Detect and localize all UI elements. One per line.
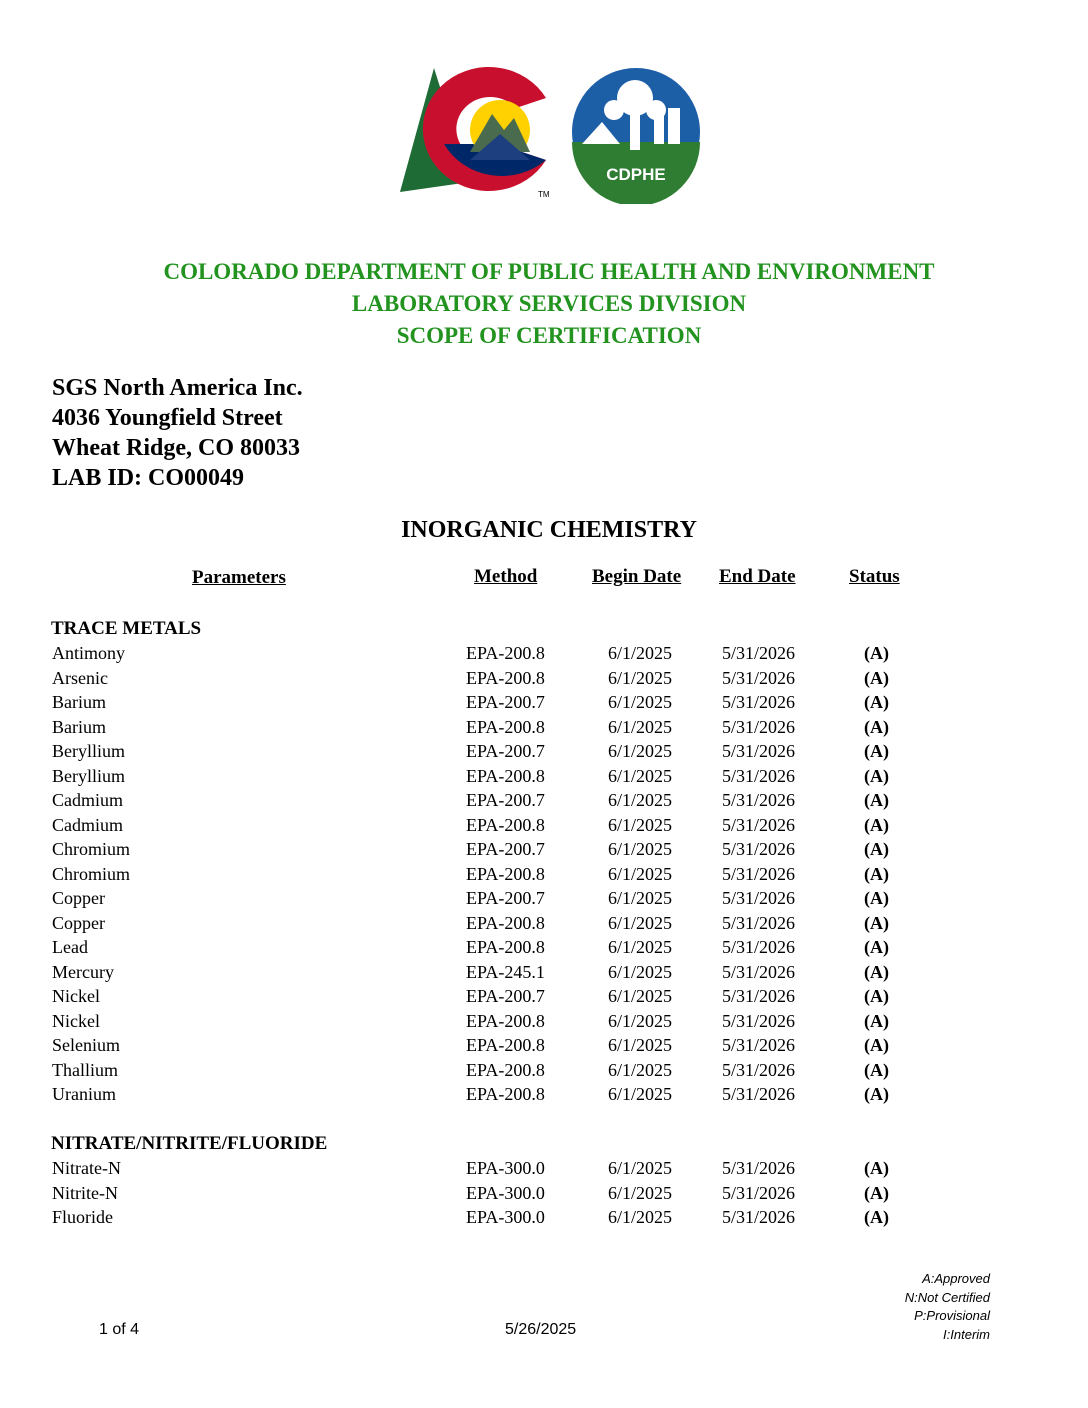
method-cell: EPA-200.8 <box>466 814 545 835</box>
parameter-cell: Cadmium <box>52 814 123 835</box>
footer-date: 5/26/2025 <box>505 1321 577 1338</box>
begin-date-cell: 6/1/2025 <box>608 716 673 737</box>
lab-id: LAB ID: CO00049 <box>52 465 245 491</box>
status-cell: (A) <box>864 986 889 1006</box>
legend-provisional: P:Provisional <box>914 1308 990 1323</box>
method-cell: EPA-200.8 <box>466 1035 545 1055</box>
table-row <box>0 1011 1088 1035</box>
status-cell: (A) <box>864 839 889 859</box>
table-row <box>0 717 1088 741</box>
logos <box>396 64 706 204</box>
table-row <box>0 692 1088 716</box>
parameter-cell: Arsenic <box>52 667 108 688</box>
table-row <box>0 766 1088 790</box>
table-row <box>0 668 1088 692</box>
status-cell: (A) <box>864 1084 889 1104</box>
parameter-cell: Beryllium <box>52 741 125 761</box>
group-title: NITRATE/NITRITE/FLUORIDE <box>51 1133 328 1154</box>
parameter-cell: Cadmium <box>52 790 123 810</box>
parameter-cell: Uranium <box>52 1084 116 1104</box>
method-cell: EPA-245.1 <box>466 961 545 982</box>
parameter-cell: Chromium <box>52 863 131 884</box>
parameter-cell: Nickel <box>52 986 100 1006</box>
parameter-cell: Nickel <box>52 1010 100 1031</box>
header-line-2: LABORATORY SERVICES DIVISION <box>351 291 747 316</box>
table-row <box>0 864 1088 888</box>
status-cell: (A) <box>864 765 889 786</box>
legend-approved: A:Approved <box>922 1271 990 1286</box>
end-date-cell: 5/31/2026 <box>722 863 796 884</box>
status-legend <box>905 1270 990 1344</box>
end-date-cell: 5/31/2026 <box>722 937 796 957</box>
method-cell: EPA-300.0 <box>466 1182 545 1203</box>
end-date-cell: 5/31/2026 <box>722 888 796 908</box>
parameter-cell: Copper <box>52 888 105 908</box>
table-row <box>0 888 1088 912</box>
table-row <box>0 962 1088 986</box>
table-row <box>0 790 1088 814</box>
begin-date-cell: 6/1/2025 <box>608 1084 673 1104</box>
parameter-cell: Copper <box>52 912 105 933</box>
lab-city: Wheat Ridge, CO 80033 <box>52 435 300 461</box>
lab-street: 4036 Youngfield Street <box>52 405 283 431</box>
status-cell: (A) <box>864 1035 889 1055</box>
table-row <box>0 741 1088 765</box>
end-date-cell: 5/31/2026 <box>722 1158 796 1178</box>
begin-date-cell: 6/1/2025 <box>608 937 673 957</box>
begin-date-cell: 6/1/2025 <box>608 1158 673 1178</box>
section-title: INORGANIC CHEMISTRY <box>401 517 697 543</box>
parameter-cell: Mercury <box>52 961 114 982</box>
method-cell: EPA-300.0 <box>466 1158 545 1178</box>
begin-date-cell: 6/1/2025 <box>608 1182 673 1203</box>
svg-text:CDPHE: CDPHE <box>606 165 666 184</box>
parameter-cell: Nitrite-N <box>52 1182 118 1203</box>
status-cell: (A) <box>864 814 889 835</box>
begin-date-cell: 6/1/2025 <box>608 1035 673 1055</box>
end-date-cell: 5/31/2026 <box>722 961 796 982</box>
end-date-cell: 5/31/2026 <box>722 912 796 933</box>
legend-not-certified: N:Not Certified <box>904 1289 990 1305</box>
colorado-logo <box>396 64 706 204</box>
parameter-cell: Antimony <box>52 643 126 663</box>
status-cell: (A) <box>864 790 889 810</box>
method-cell: EPA-200.7 <box>466 888 545 908</box>
end-date-cell: 5/31/2026 <box>722 986 796 1006</box>
status-cell: (A) <box>864 741 889 761</box>
column-header-end-date: End Date <box>719 566 796 587</box>
table-row <box>0 1183 1088 1207</box>
table-row <box>0 1207 1088 1231</box>
table-row <box>0 1158 1088 1182</box>
begin-date-cell: 6/1/2025 <box>608 1010 673 1031</box>
method-cell: EPA-200.8 <box>466 716 545 737</box>
table-row <box>0 913 1088 937</box>
status-cell: (A) <box>864 863 889 884</box>
table-row <box>0 643 1088 667</box>
end-date-cell: 5/31/2026 <box>722 1084 796 1104</box>
page-number: 1 of 4 <box>99 1321 140 1338</box>
column-header-parameters: Parameters <box>192 567 286 588</box>
status-cell: (A) <box>864 643 889 663</box>
end-date-cell: 5/31/2026 <box>722 643 796 663</box>
legend-interim: I:Interim <box>943 1326 990 1342</box>
method-cell: EPA-200.8 <box>466 1059 545 1080</box>
parameter-cell: Thallium <box>52 1059 118 1080</box>
status-cell: (A) <box>864 888 889 908</box>
end-date-cell: 5/31/2026 <box>722 1059 796 1080</box>
parameter-cell: Fluoride <box>52 1207 113 1227</box>
begin-date-cell: 6/1/2025 <box>608 1207 673 1227</box>
column-header-begin-date: Begin Date <box>592 566 682 587</box>
status-cell: (A) <box>864 692 889 712</box>
begin-date-cell: 6/1/2025 <box>608 839 673 859</box>
status-cell: (A) <box>864 1182 889 1203</box>
header-line-1: COLORADO DEPARTMENT OF PUBLIC HEALTH AND ENVIRONMENT <box>163 259 935 284</box>
end-date-cell: 5/31/2026 <box>722 1182 796 1203</box>
method-cell: EPA-200.8 <box>466 912 545 933</box>
method-cell: EPA-200.8 <box>466 643 545 663</box>
table-row <box>0 937 1088 961</box>
header-line-3: SCOPE OF CERTIFICATION <box>396 323 702 348</box>
table-row <box>0 1084 1088 1108</box>
status-cell: (A) <box>864 1207 889 1227</box>
method-cell: EPA-200.7 <box>466 986 545 1006</box>
begin-date-cell: 6/1/2025 <box>608 986 673 1006</box>
method-cell: EPA-200.7 <box>466 839 545 859</box>
end-date-cell: 5/31/2026 <box>722 716 796 737</box>
lab-name: SGS North America Inc. <box>52 375 303 401</box>
end-date-cell: 5/31/2026 <box>722 814 796 835</box>
begin-date-cell: 6/1/2025 <box>608 1059 673 1080</box>
method-cell: EPA-200.8 <box>466 937 545 957</box>
parameter-cell: Barium <box>52 692 106 712</box>
status-cell: (A) <box>864 716 889 737</box>
method-cell: EPA-200.8 <box>466 1010 545 1031</box>
table-row <box>0 815 1088 839</box>
column-header-method: Method <box>474 566 538 587</box>
status-cell: (A) <box>864 937 889 957</box>
begin-date-cell: 6/1/2025 <box>608 863 673 884</box>
table-row <box>0 839 1088 863</box>
status-cell: (A) <box>864 912 889 933</box>
begin-date-cell: 6/1/2025 <box>608 741 673 761</box>
end-date-cell: 5/31/2026 <box>722 1010 796 1031</box>
end-date-cell: 5/31/2026 <box>722 1207 796 1227</box>
begin-date-cell: 6/1/2025 <box>608 790 673 810</box>
method-cell: EPA-300.0 <box>466 1207 545 1227</box>
method-cell: EPA-200.8 <box>466 667 545 688</box>
status-cell: (A) <box>864 1010 889 1031</box>
parameter-cell: Chromium <box>52 839 131 859</box>
status-cell: (A) <box>864 1059 889 1080</box>
end-date-cell: 5/31/2026 <box>722 790 796 810</box>
begin-date-cell: 6/1/2025 <box>608 888 673 908</box>
method-cell: EPA-200.8 <box>466 765 545 786</box>
table-row <box>0 1035 1088 1059</box>
status-cell: (A) <box>864 961 889 982</box>
begin-date-cell: 6/1/2025 <box>608 667 673 688</box>
end-date-cell: 5/31/2026 <box>722 1035 796 1055</box>
lab-info <box>52 373 303 493</box>
end-date-cell: 5/31/2026 <box>722 765 796 786</box>
svg-text:TM: TM <box>538 190 550 199</box>
method-cell: EPA-200.7 <box>466 692 545 712</box>
begin-date-cell: 6/1/2025 <box>608 765 673 786</box>
group-title: TRACE METALS <box>51 618 202 639</box>
end-date-cell: 5/31/2026 <box>722 741 796 761</box>
page-header <box>0 256 1088 352</box>
parameter-cell: Selenium <box>52 1035 120 1055</box>
end-date-cell: 5/31/2026 <box>722 667 796 688</box>
end-date-cell: 5/31/2026 <box>722 839 796 859</box>
method-cell: EPA-200.8 <box>466 1084 545 1104</box>
begin-date-cell: 6/1/2025 <box>608 814 673 835</box>
parameter-cell: Lead <box>52 937 88 957</box>
parameter-cell: Nitrate-N <box>52 1158 121 1178</box>
parameter-cell: Barium <box>52 716 106 737</box>
parameter-cell: Beryllium <box>52 765 125 786</box>
status-cell: (A) <box>864 667 889 688</box>
method-cell: EPA-200.7 <box>466 741 545 761</box>
table-row <box>0 1060 1088 1084</box>
begin-date-cell: 6/1/2025 <box>608 692 673 712</box>
column-header-status: Status <box>849 566 900 587</box>
status-cell: (A) <box>864 1158 889 1178</box>
begin-date-cell: 6/1/2025 <box>608 643 673 663</box>
end-date-cell: 5/31/2026 <box>722 692 796 712</box>
cdphe-logo <box>572 68 700 204</box>
method-cell: EPA-200.8 <box>466 863 545 884</box>
begin-date-cell: 6/1/2025 <box>608 912 673 933</box>
begin-date-cell: 6/1/2025 <box>608 961 673 982</box>
table-row <box>0 986 1088 1010</box>
method-cell: EPA-200.7 <box>466 790 545 810</box>
